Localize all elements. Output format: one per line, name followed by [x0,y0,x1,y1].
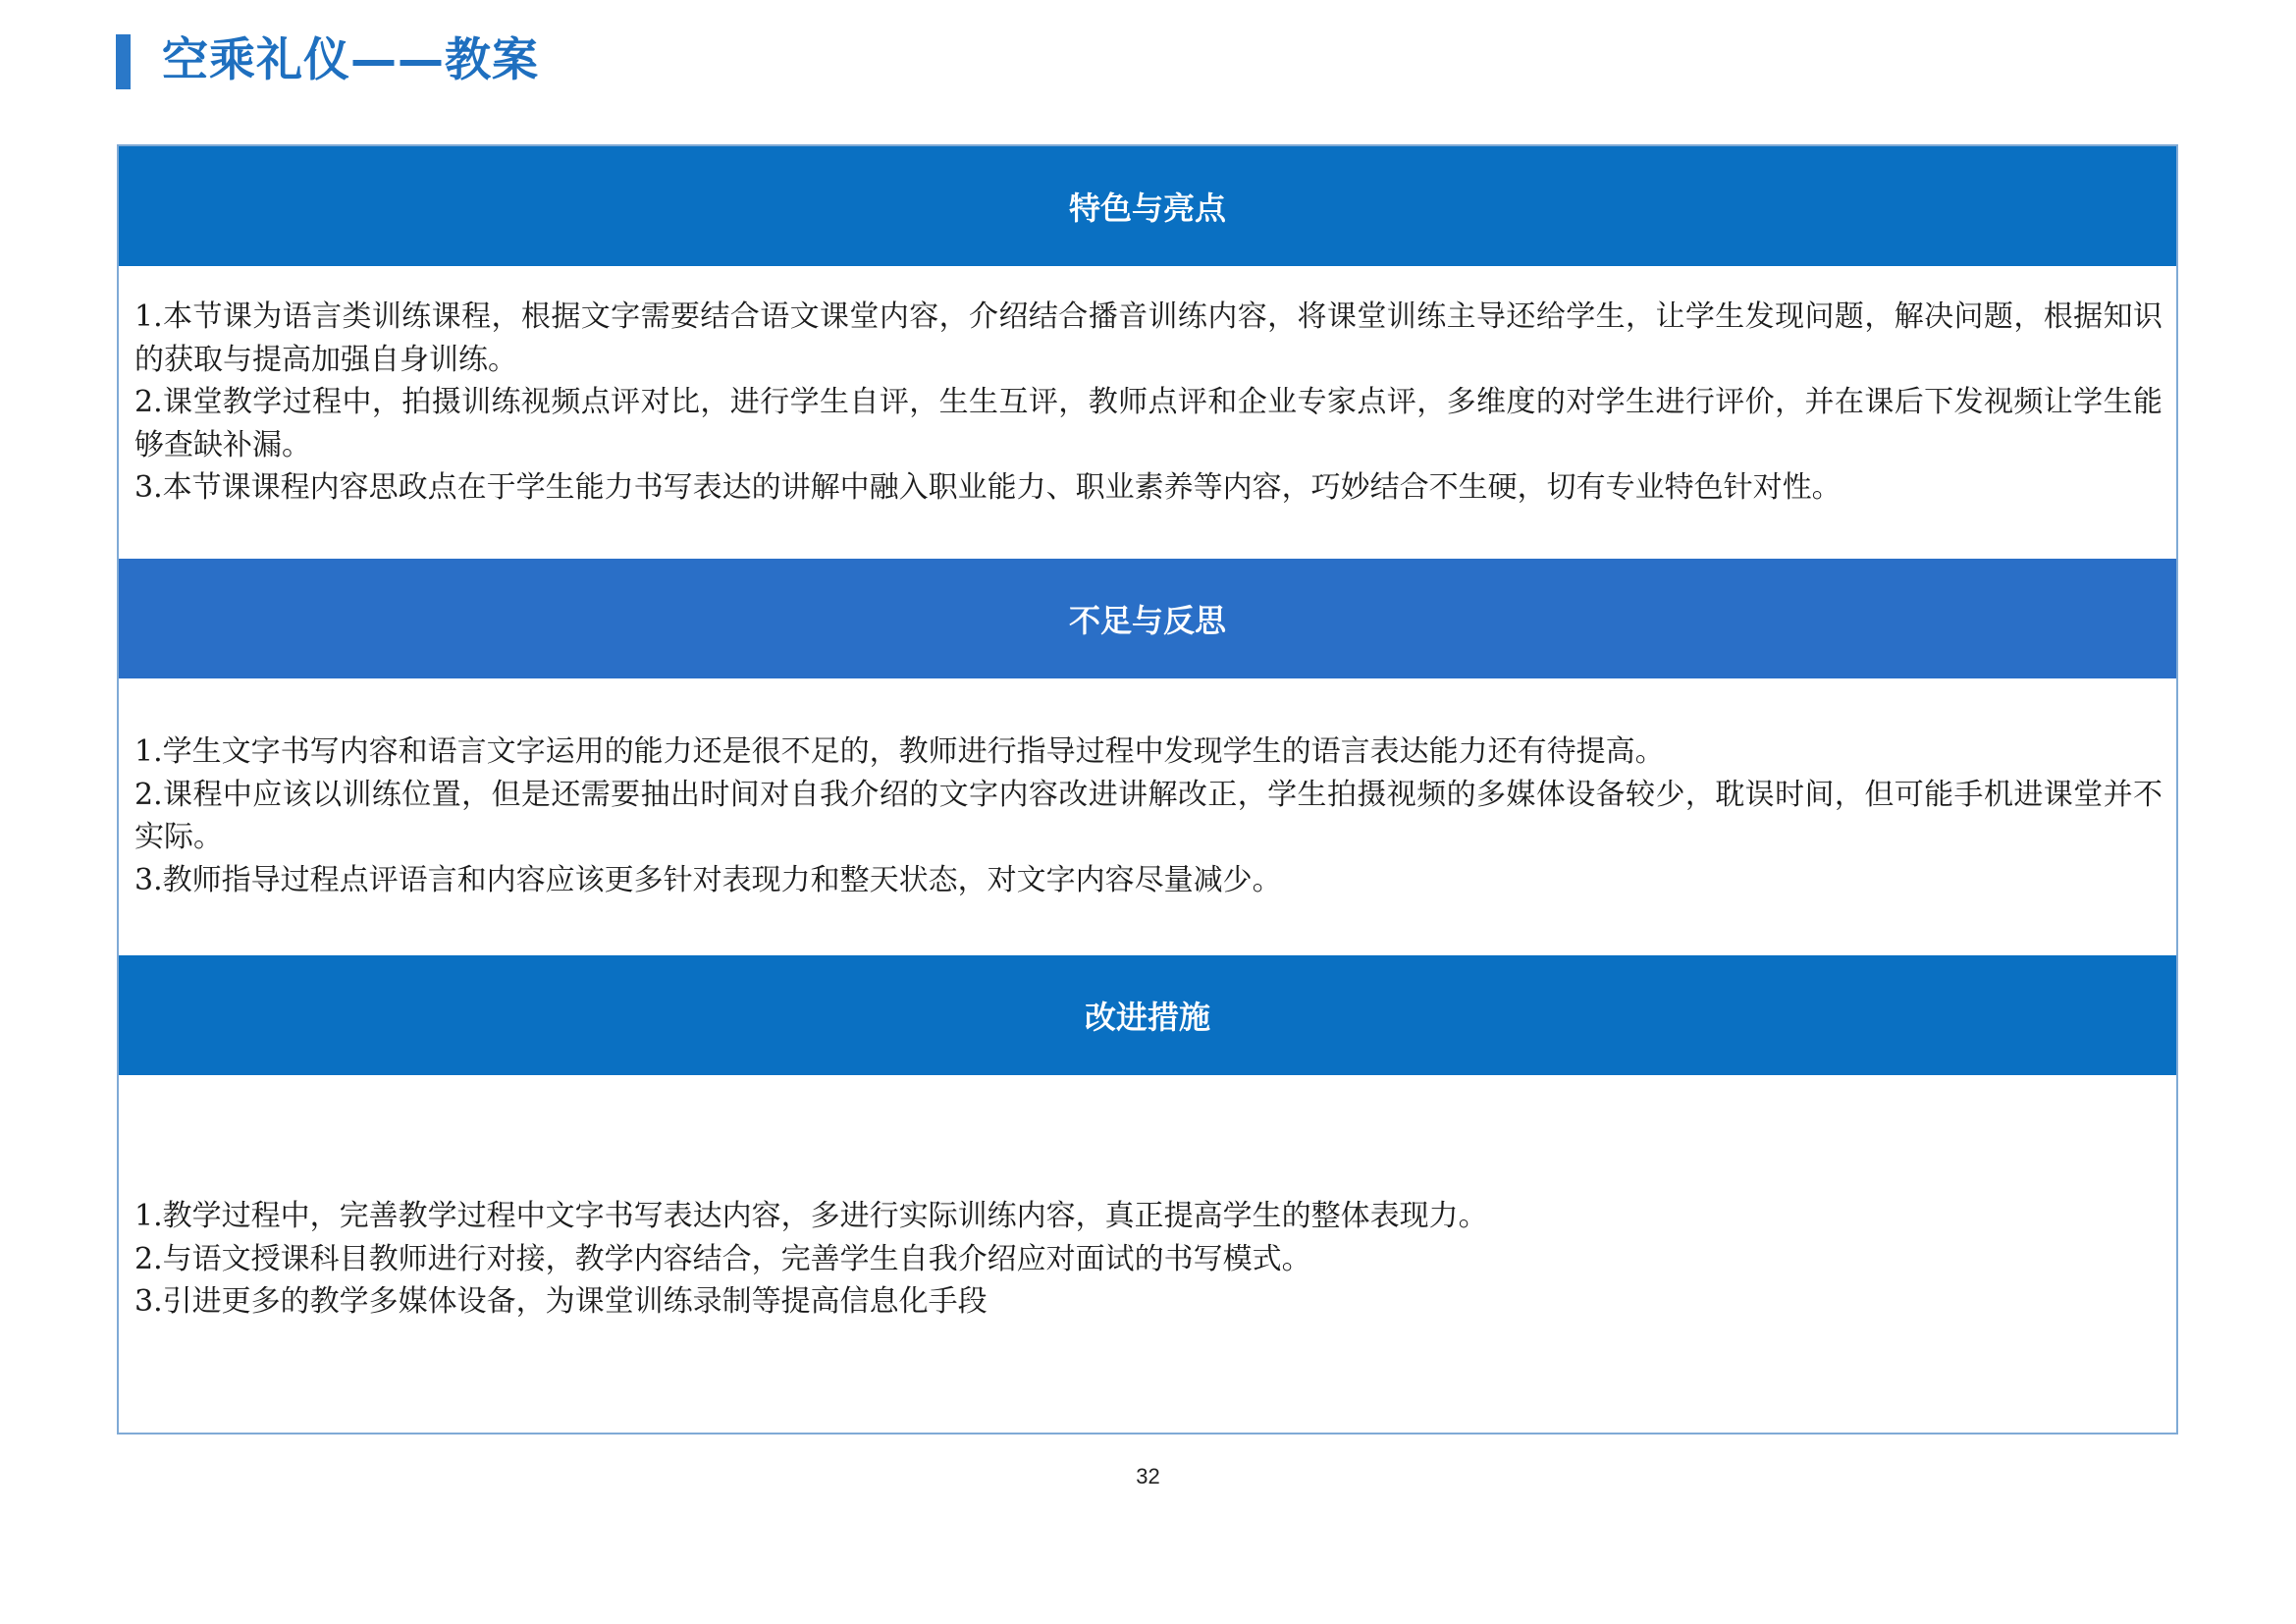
list-item: 3.教师指导过程点评语言和内容应该更多针对表现力和整天状态，对文字内容尽量减少。 [134,862,1282,897]
list-item: 3.本节课课程内容思政点在于学生能力书写表达的讲解中融入职业能力、职业素养等内容，巧妙结合不生硬，切有专业特色针对性。 [134,470,1842,505]
page-title: 空乘礼仪——教案 [162,33,539,87]
list-item: 2.与语文授课科目教师进行对接，教学内容结合，完善学生自我介绍应对面试的书写模式。 [134,1241,1311,1276]
list-item: 1.本节课为语言类训练课程，根据文字需要结合语文课堂内容，介绍结合播音训练内容，将课堂训练主导还给学生，让学生发现问题，解决问题，根据知识的获取与提高加强自身训练。 [134,299,2163,377]
section-body-highlights [134,296,2163,510]
list-item: 1.教学过程中，完善教学过程中文字书写表达内容，多进行实际训练内容，真正提高学生的整体表现力。 [134,1199,1488,1233]
list-item: 2.课程中应该以训练位置，但是还需要抽出时间对自我介绍的文字内容改进讲解改正，学生拍摄视频的多媒体设备较少，耽误时间，但可能手机进课堂并不实际。 [134,777,2163,854]
section-header-reflection: 不足与反思 [119,559,2176,678]
section-header-improvements: 改进措施 [119,955,2176,1075]
page-number: 32 [1136,1464,1160,1489]
lesson-plan-table [117,144,2178,1435]
title-accent-bar [116,34,131,89]
section-body-reflection [134,731,2163,901]
list-item: 3.引进更多的教学多媒体设备，为课堂训练录制等提高信息化手段 [134,1284,988,1319]
list-item: 2.课堂教学过程中，拍摄训练视频点评对比，进行学生自评，生生互评，教师点评和企业专家点评，多维度的对学生进行评价，并在课后下发视频让学生能够查缺补漏。 [134,385,2163,462]
section-header-highlights: 特色与亮点 [119,146,2176,266]
section-body-improvements [134,1195,2163,1324]
list-item: 1.学生文字书写内容和语言文字运用的能力还是很不足的，教师进行指导过程中发现学生的语言表达能力还有待提高。 [134,734,1665,769]
